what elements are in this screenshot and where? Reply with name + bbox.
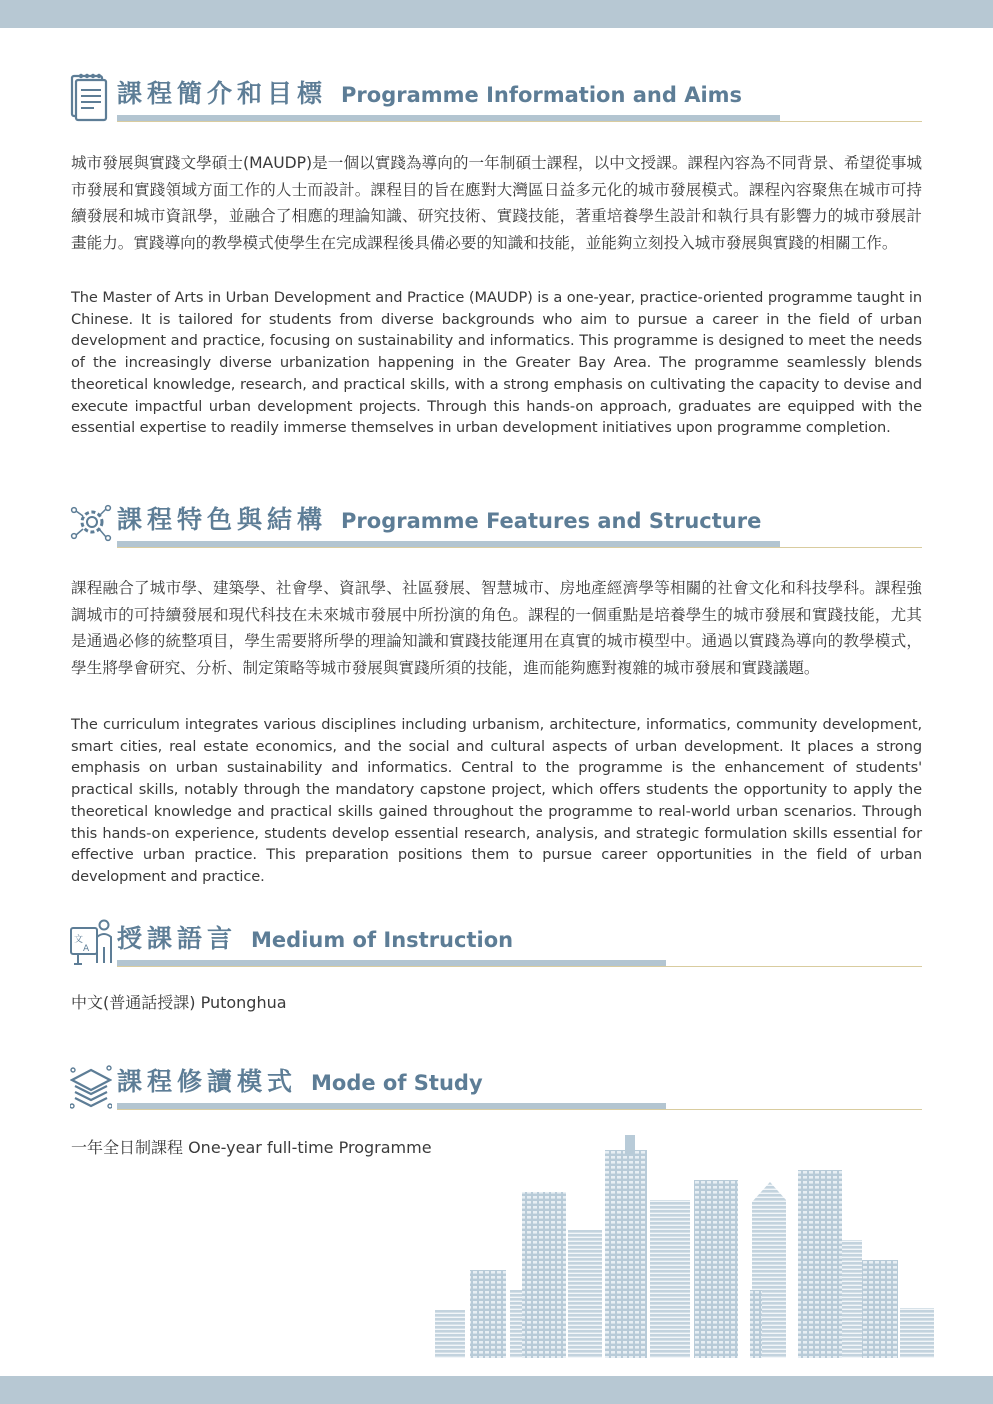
layers-icon: [70, 1058, 112, 1110]
document-list-icon: [70, 70, 112, 122]
section-title-en: Programme Features and Structure: [341, 509, 762, 533]
section-title-zh: 課程簡介和目標: [117, 79, 328, 108]
section-title-en: Programme Information and Aims: [341, 83, 743, 107]
features-body-zh: 課程融合了城市學、建築學、社會學、資訊學、社區發展、智慧城市、房地產經濟學等相關的社會文化和科技學科。課程強調城市的可持續發展和現代科技在未來城市發展中所扮演的角色。課程的一個重點是培養學生的城市發展和實踐技能，尤其是通過必修的統整項目，學生需要將所學的理論知識和實踐技能運用在真實的城市模型中。通過以實踐為導向的教學模式，學生將學會研究、分析、制定策略等城市發展與實踐所須的技能，進而能夠應對複雜的城市發展和實踐議題。: [71, 579, 922, 677]
header-underline: [117, 121, 922, 122]
header-underline: [117, 547, 922, 548]
section-title-zh: 課程特色與結構: [117, 505, 328, 534]
section-title-zh: 授課語言: [117, 924, 238, 953]
gear-network-icon: [70, 496, 112, 548]
top-band: [0, 0, 993, 28]
aims-body-en: The Master of Arts in Urban Development and Practice (MAUDP) is a one-year, practice-oriented programme taught in Chinese. It is tailored for students from diverse backgrounds who aim to pursue a career in the field of urban development and practice, focusing on sustainability and informatics. This programme is designed to meet the needs of the increasingly diverse urbanization happening in the Greater Bay Area. The programme seamlessly blends theoretical knowledge, research, and practical skills, with a strong emphasis on cultivating the capacity to devise and execute impactful urban development projects. Through this hands-on approach, graduates are equipped with the essential expertise to readily immerse themselves in urban development initiatives upon programme completion.: [71, 289, 922, 437]
features-body-en: The curriculum integrates various disciplines including urbanism, architecture, informatics, community development, smart cities, real estate economics, and the social and cultural aspects of urban development. It places a strong emphasis on urban sustainability and informatics. Central to the programme is the enhancement of students' practical skills, notably through the mandatory capstone project, which offers students the opportunity to apply the theoretical knowledge and practical skills gained throughout the programme to real-world urban scenarios. Through this hands-on experience, students develop essential research, analysis, and strategic formulation skills essential for effective urban practice. This preparation positions them to pursue career opportunities in the field of urban development and practice.: [71, 716, 922, 885]
mode-body: 一年全日制課程 One-year full-time Programme: [71, 1138, 432, 1157]
city-skyline-illustration: [430, 1130, 940, 1362]
header-underline: [117, 966, 922, 967]
translation-person-icon: [70, 915, 112, 967]
section-title-en: Mode of Study: [311, 1071, 483, 1095]
section-title-zh: 課程修讀模式: [117, 1067, 298, 1096]
svg-text:文: 文: [74, 935, 84, 945]
section-header: [70, 915, 922, 975]
section-header: [70, 1058, 922, 1118]
section-title-en: Medium of Instruction: [251, 928, 514, 952]
skyline-buildings: [435, 1135, 934, 1358]
header-underline: [117, 1109, 922, 1110]
bottom-band: [0, 1376, 993, 1404]
svg-text:A: A: [83, 944, 90, 954]
section-header: [70, 496, 922, 556]
medium-body: 中文(普通話授課) Putonghua: [71, 993, 287, 1012]
aims-body-zh: 城市發展與實踐文學碩士(MAUDP)是一個以實踐為導向的一年制碩士課程，以中文授課。課程內容為不同背景、希望從事城市發展和實踐領域方面工作的人士而設計。課程目的旨在應對大灣區日益多元化的城市發展模式。課程內容聚焦在城市可持續發展和城市資訊學，並融合了相應的理論知識、研究技術、實踐技能，著重培養學生設計和執行具有影響力的城市發展計畫能力。實踐導向的教學模式使學生在完成課程後具備必要的知識和技能，並能夠立刻投入城市發展與實踐的相關工作。: [71, 154, 922, 252]
section-header: [70, 70, 922, 130]
